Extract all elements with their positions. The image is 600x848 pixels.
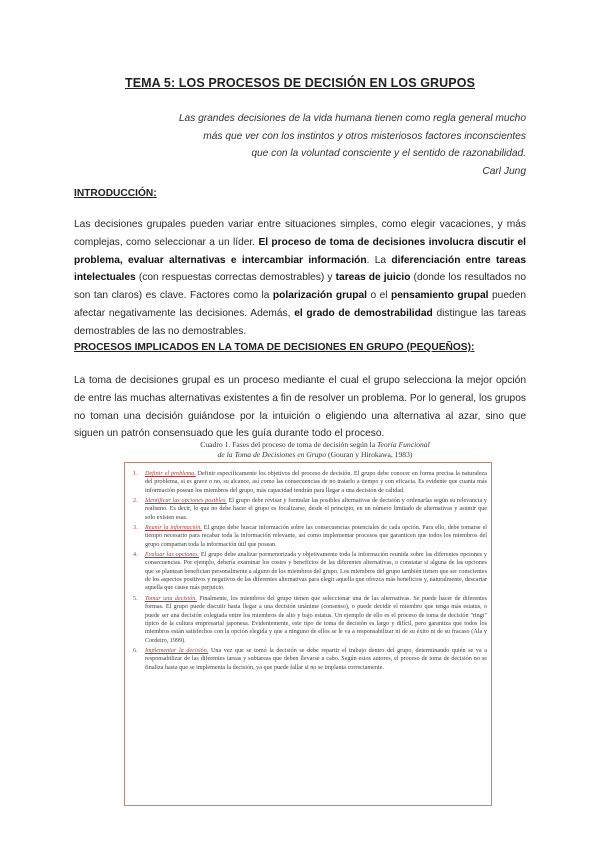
item-number: 6. (133, 647, 138, 654)
item-text: El grupo debe buscar información sobre las consecuencias potenciales de cada opción. Para ello, debe tomarse el tiempo necesario para recabar toda la información relevante, así como implementar procesos que garanticen que todos los miembros del grupo compartan toda la información útil que posean. (145, 525, 488, 548)
text-run: o el (366, 290, 392, 302)
item-text: Una vez que se tomó la decisión se debe repartir el trabajo dentro del grupo, determinando quién se va a responsabilizar de las diferentes tareas y subtareas que deben llevarse a cabo. Según estos autores, el proceso de toma de decisión no se finaliza hasta que se implementa la decisión, ya que puede fallar si no se implanta correctamente. (145, 647, 487, 671)
item-number: 4. (133, 552, 138, 559)
caption-line (140, 450, 490, 460)
processes-paragraph: La toma de decisiones grupal es un proceso mediante el cual el grupo selecciona la mejor opción de entre las muchas alternativas existentes a fin de resolver un problema. Por lo general, los grupos no toman una decisión guiándose por la intuición o eligiendo una alternativa al azar, sino que siguen un patrón consensuado que les guía durante todo el proceso. (74, 375, 526, 440)
caption-text: (Gouran y Hirokawa, 1983) (328, 450, 413, 459)
text-run: (con respuestas correctas demostrables) y (135, 272, 336, 284)
text-run: (donde los resultados no son tan claros) es clave. Factores como la (74, 272, 526, 302)
item-title: Definir el problema. (145, 471, 196, 477)
item-title: Tomar una decisión. (145, 595, 197, 602)
bold-run: diferenciación entre tareas intelectuales (74, 254, 526, 284)
caption-italic: Teoría Funcional (377, 440, 430, 449)
bold-run: El proceso de toma de decisiones involucra discutir el problema, evaluar alternativas e intercambiar información (74, 236, 526, 266)
section-heading-intro: INTRODUCCIÓN: (74, 188, 157, 199)
item-text: Definir específicamente los objetivos del proceso de decisión. El grupo debe conocer en forma precisa la naturaleza del problema, si es grave o no, su alcance, así como las consecuencias de no tratarlo a tiempo y con eficacia. Es evidente que cuanta más información posean los miembros del grupo, más capacidad tendrán para llegar a una decisión de calidad. (145, 471, 487, 494)
item-text: Finalmente, los miembros del grupo tienen que seleccionar una de las alternativas. Se puede hacer de diferentes formas. El grupo puede discutir hasta llegar a una decisión unánime (consenso), o puede decidir el miembro que tenga más estatus, o puede ser una decisión colegiada entre los miembros de alto y bajo estatus. Un ejemplo de ello es el proceso de toma de decisión "ringi" típico de la cultura empresarial japonesa. Evidentemente, este tipo de toma de decisión es largo y difícil, pero garantiza que todos los miembros están satisfechos con la opción elegida y que a ninguno de ellos se le va a responsabilizar ni de su éxito ni de su fracaso (Ala y Cordeiro, 1999). (145, 595, 487, 644)
list-item (133, 595, 487, 645)
item-text: El grupo debe revisar y formular las posibles alternativas de decisión y ordenarlas según su relevancia y realismo. Es decir, lo que no debe hacer el grupo es focalizarse, desde el principio, en un número limitado de alternativas y asumir que solo existen esas. (145, 498, 488, 521)
list-item (133, 524, 487, 549)
caption-line (140, 440, 490, 450)
caption-text: Cuadro 1. Fases del proceso de toma de decisión según la (200, 440, 376, 449)
epigraph-line: Las grandes decisiones de la vida humana tienen como regla general mucho (178, 113, 526, 124)
item-number: 2. (133, 498, 138, 505)
page-title: TEMA 5: LOS PROCESOS DE DECISIÓN EN LOS GRUPOS (124, 76, 476, 90)
text-run: pueden afectar negativamente las decisiones. Además, (74, 290, 526, 319)
epigraph-line: más que ver con los instintos y otros misteriosos factores inconscientes (203, 130, 526, 142)
bold-run: el grado de demostrabilidad (294, 307, 433, 319)
list-item (133, 470, 487, 495)
bold-run: tareas de juicio (335, 272, 411, 284)
bold-run: polarización grupal (272, 290, 367, 302)
item-title: Identificar las opciones posibles. (145, 498, 227, 505)
epigraph-author: Carl Jung (482, 165, 526, 177)
table-caption (140, 440, 490, 460)
item-number: 5. (133, 595, 138, 602)
caption-italic: de la Toma de Decisiones en Grupo (217, 450, 327, 459)
list-item (133, 497, 487, 522)
item-title: Implementar la decisión. (145, 647, 209, 654)
epigraph-line: que con la voluntad consciente y el sentido de razonabilidad. (251, 148, 526, 159)
intro-paragraph (74, 216, 526, 341)
section-heading-processes: PROCESOS IMPLICADOS EN LA TOMA DE DECISIONES EN GRUPO (PEQUEÑOS): (74, 342, 475, 353)
list-item (133, 647, 487, 672)
bold-run: pensamiento grupal (391, 290, 489, 302)
item-title: Reunir la información. (145, 525, 202, 532)
epigraph (106, 110, 526, 180)
item-number: 3. (133, 525, 138, 532)
item-title: Evaluar las opciones. (145, 552, 200, 559)
text-run: . La (366, 254, 392, 266)
text-run: distingue las tareas demostrables de las no demostrables. (74, 307, 527, 337)
item-text: El grupo debe analizar pormenorizada y objetivamente toda la información reunida sobre las diferentes opciones y consecuencias. Por ejemplo, debería examinar los costes y beneficios de las diferentes alternativas, o constatar si alguna de las opciones que se plantean benefician personalmente a alguno de los miembros del grupo. Los miembros del grupo también tienen que ser conscientes de los aspectos positivos y negativos de las diferentes alternativas para elegir aquella que ofrezca más beneficios y, naturalmente, descartar aquella que cause más perjuicio. (145, 552, 487, 592)
text-run: Las decisiones grupales pueden variar entre situaciones simples, como elegir vacaciones, y más complejas, como seleccionar a un líder. (74, 219, 526, 248)
phases-list (133, 470, 487, 674)
list-item (133, 551, 487, 593)
item-number: 1. (133, 471, 138, 477)
